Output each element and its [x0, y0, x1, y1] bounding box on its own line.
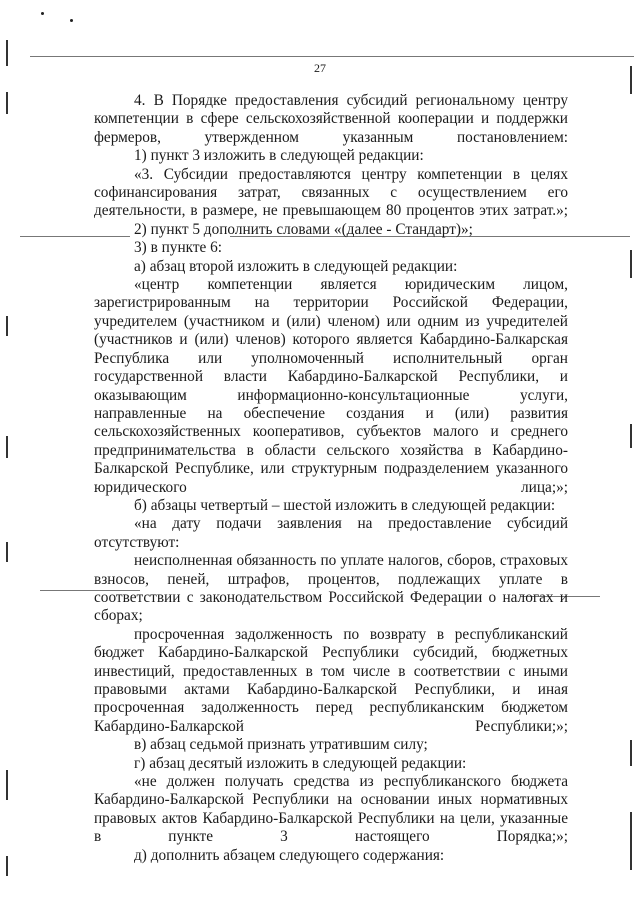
paragraph: 2) пункт 5 дополнить словами «(далее - Стандарт)»;: [134, 220, 473, 238]
paragraph: 4. В Порядке предоставления субсидий региональному центру компетенции в сфере сельскохозяйственной кооперации и поддержки фермеров, утвержденном указанным постановлением:: [94, 92, 568, 146]
paragraph: «не должен получать средства из республиканского бюджета Кабардино-Балкарской Республики на основании иных нормативных правовых актов Кабардино-Балкарской Республики на цели, указанные в пункте 3 настоящего Порядка;»;: [94, 773, 568, 846]
paragraph: б) абзацы четвертый – шестой изложить в следующей редакции:: [134, 496, 556, 514]
paragraph: «центр компетенции является юридическим лицом, зарегистрированным на территории Российской Федерации, учредителем (участником и (или) членом) или одним из учредителей (участников и (или) членов) которого является Кабардино-Балкарская Республика или уполномоченный исполнительный орган государственной власти Кабардино-Балкарской Республики, и оказывающим информационно-консультационные услуги, направленные на обеспечение создания и (или) развития сельскохозяйственных кооперативов, субъектов малого и среднего предпринимательства в области сельского хозяйства в Кабардино-Балкарской Республике, или структурным подразделением указанного юридического лица;»;: [94, 276, 568, 496]
paragraph: неисполненная обязанность по уплате налогов, сборов, страховых взносов, пеней, штрафов, процентов, подлежащих уплате в соответствии с законодательством Российской Федерации о налогах и сборах;: [94, 552, 568, 625]
document-body: [94, 92, 568, 865]
paragraph: г) абзац десятый изложить в следующей редакции:: [134, 754, 467, 772]
margin-mark: [6, 542, 8, 562]
scan-speck: [70, 19, 73, 22]
margin-mark: [630, 250, 632, 278]
margin-mark: [6, 856, 8, 876]
paragraph: 1) пункт 3 изложить в следующей редакции:: [134, 147, 424, 165]
margin-mark: [6, 92, 8, 114]
paragraph: д) дополнить абзацем следующего содержания:: [134, 846, 445, 864]
margin-mark: [6, 436, 8, 458]
margin-mark: [630, 424, 632, 448]
page-number: 27: [314, 61, 326, 75]
paragraph: 3) в пункте 6:: [134, 239, 223, 257]
paragraph: просроченная задолженность по возврату в республиканский бюджет Кабардино-Балкарской Республики субсидий, бюджетных инвестиций, предоставленных в том числе в соответствии с иными правовыми актами Кабардино-Балкарской Республики, и иная просроченная задолженность перед республиканским бюджетом Кабардино-Балкарской Республики;»;: [94, 625, 568, 735]
margin-mark: [6, 770, 8, 800]
paragraph: в) абзац седьмой признать утратившим силу;: [134, 736, 428, 754]
paragraph: «3. Субсидии предоставляются центру компетенции в целях софинансирования затрат, связанных с осуществлением его деятельности, в размере, не превышающем 80 процентов этих затрат.»;: [94, 165, 568, 220]
scan-speck: [41, 12, 44, 15]
margin-mark: [630, 740, 632, 766]
paragraph: а) абзац второй изложить в следующей редакции:: [134, 257, 458, 275]
margin-mark: [6, 316, 8, 336]
scan-line-top: [30, 56, 634, 57]
margin-mark: [630, 812, 632, 870]
paragraph: «на дату подачи заявления на предоставление субсидий отсутствуют:: [94, 515, 568, 551]
